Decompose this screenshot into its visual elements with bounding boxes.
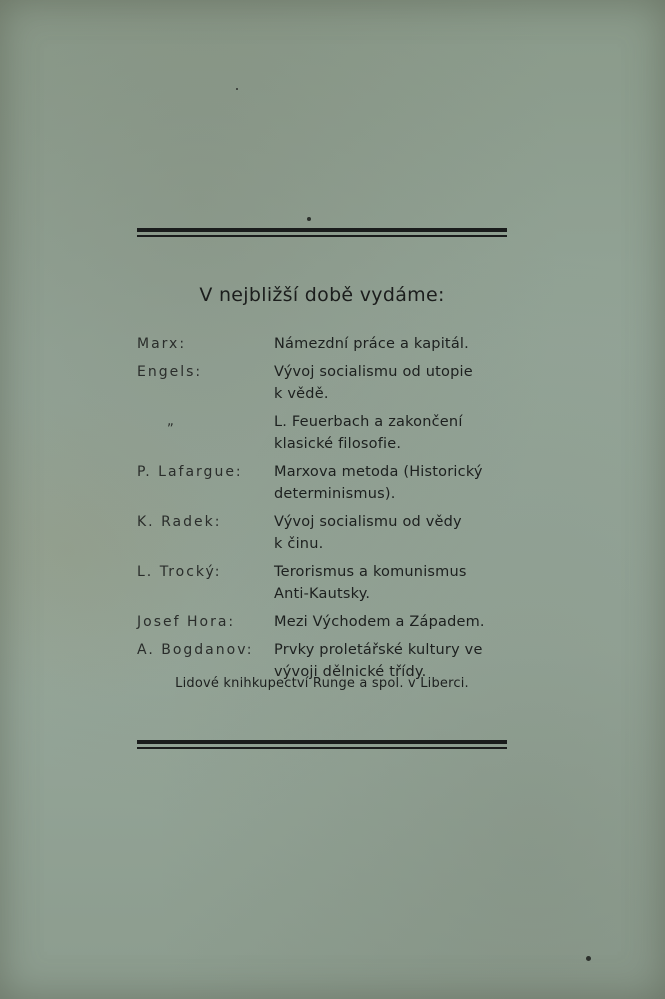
book-entry bbox=[137, 561, 509, 605]
book-title bbox=[274, 561, 509, 605]
paper-speck bbox=[586, 956, 591, 961]
book-entry bbox=[137, 461, 509, 505]
book-title-line: determinismus). bbox=[274, 486, 396, 502]
book-list bbox=[137, 333, 509, 689]
book-entry bbox=[137, 511, 509, 555]
book-title bbox=[274, 611, 509, 633]
book-author: K. Radek: bbox=[137, 514, 222, 530]
book-author-ditto: „ bbox=[167, 414, 174, 429]
book-entry bbox=[137, 361, 509, 405]
publisher-line: Lidové knihkupectví Runge a spol. v Liberci. bbox=[175, 676, 469, 691]
book-author: L. Trocký: bbox=[137, 564, 222, 580]
book-title bbox=[274, 411, 509, 455]
announcement-heading: V nejbližší době vydáme: bbox=[199, 284, 445, 306]
book-title-line: Vývoj socialismu od vědy bbox=[274, 514, 462, 530]
book-title-line: vývoji dělnické třídy. bbox=[274, 664, 427, 680]
book-entry bbox=[137, 611, 509, 633]
book-title-line: Mezi Východem a Západem. bbox=[274, 614, 485, 630]
top-double-rule bbox=[137, 228, 507, 237]
book-author: P. Lafargue: bbox=[137, 464, 243, 480]
book-title-line: L. Feuerbach a zakončení bbox=[274, 414, 463, 430]
paper-speck bbox=[307, 217, 311, 221]
book-title-line: k činu. bbox=[274, 536, 324, 552]
book-author: Engels: bbox=[137, 364, 203, 380]
book-title bbox=[274, 333, 509, 355]
book-title-line: k vědě. bbox=[274, 386, 329, 402]
book-title-line: Marxova metoda (Historický bbox=[274, 464, 483, 480]
book-title-line: klasické filosofie. bbox=[274, 436, 402, 452]
bottom-double-rule bbox=[137, 740, 507, 749]
book-entry bbox=[137, 333, 509, 355]
book-entry bbox=[137, 411, 509, 455]
book-title-line: Prvky proletářské kultury ve bbox=[274, 642, 483, 658]
book-author: A. Bogdanov: bbox=[137, 642, 254, 658]
book-title-line: Námezdní práce a kapitál. bbox=[274, 336, 469, 352]
book-author: Josef Hora: bbox=[137, 614, 236, 630]
book-title-line: Anti-Kautsky. bbox=[274, 586, 371, 602]
book-title-line: Terorismus a komunismus bbox=[274, 564, 467, 580]
book-title bbox=[274, 461, 509, 505]
book-title bbox=[274, 361, 509, 405]
book-title-line: Vývoj socialismu od utopie bbox=[274, 364, 473, 380]
book-author: Marx: bbox=[137, 336, 187, 352]
paper-speck bbox=[236, 88, 238, 90]
book-title bbox=[274, 511, 509, 555]
